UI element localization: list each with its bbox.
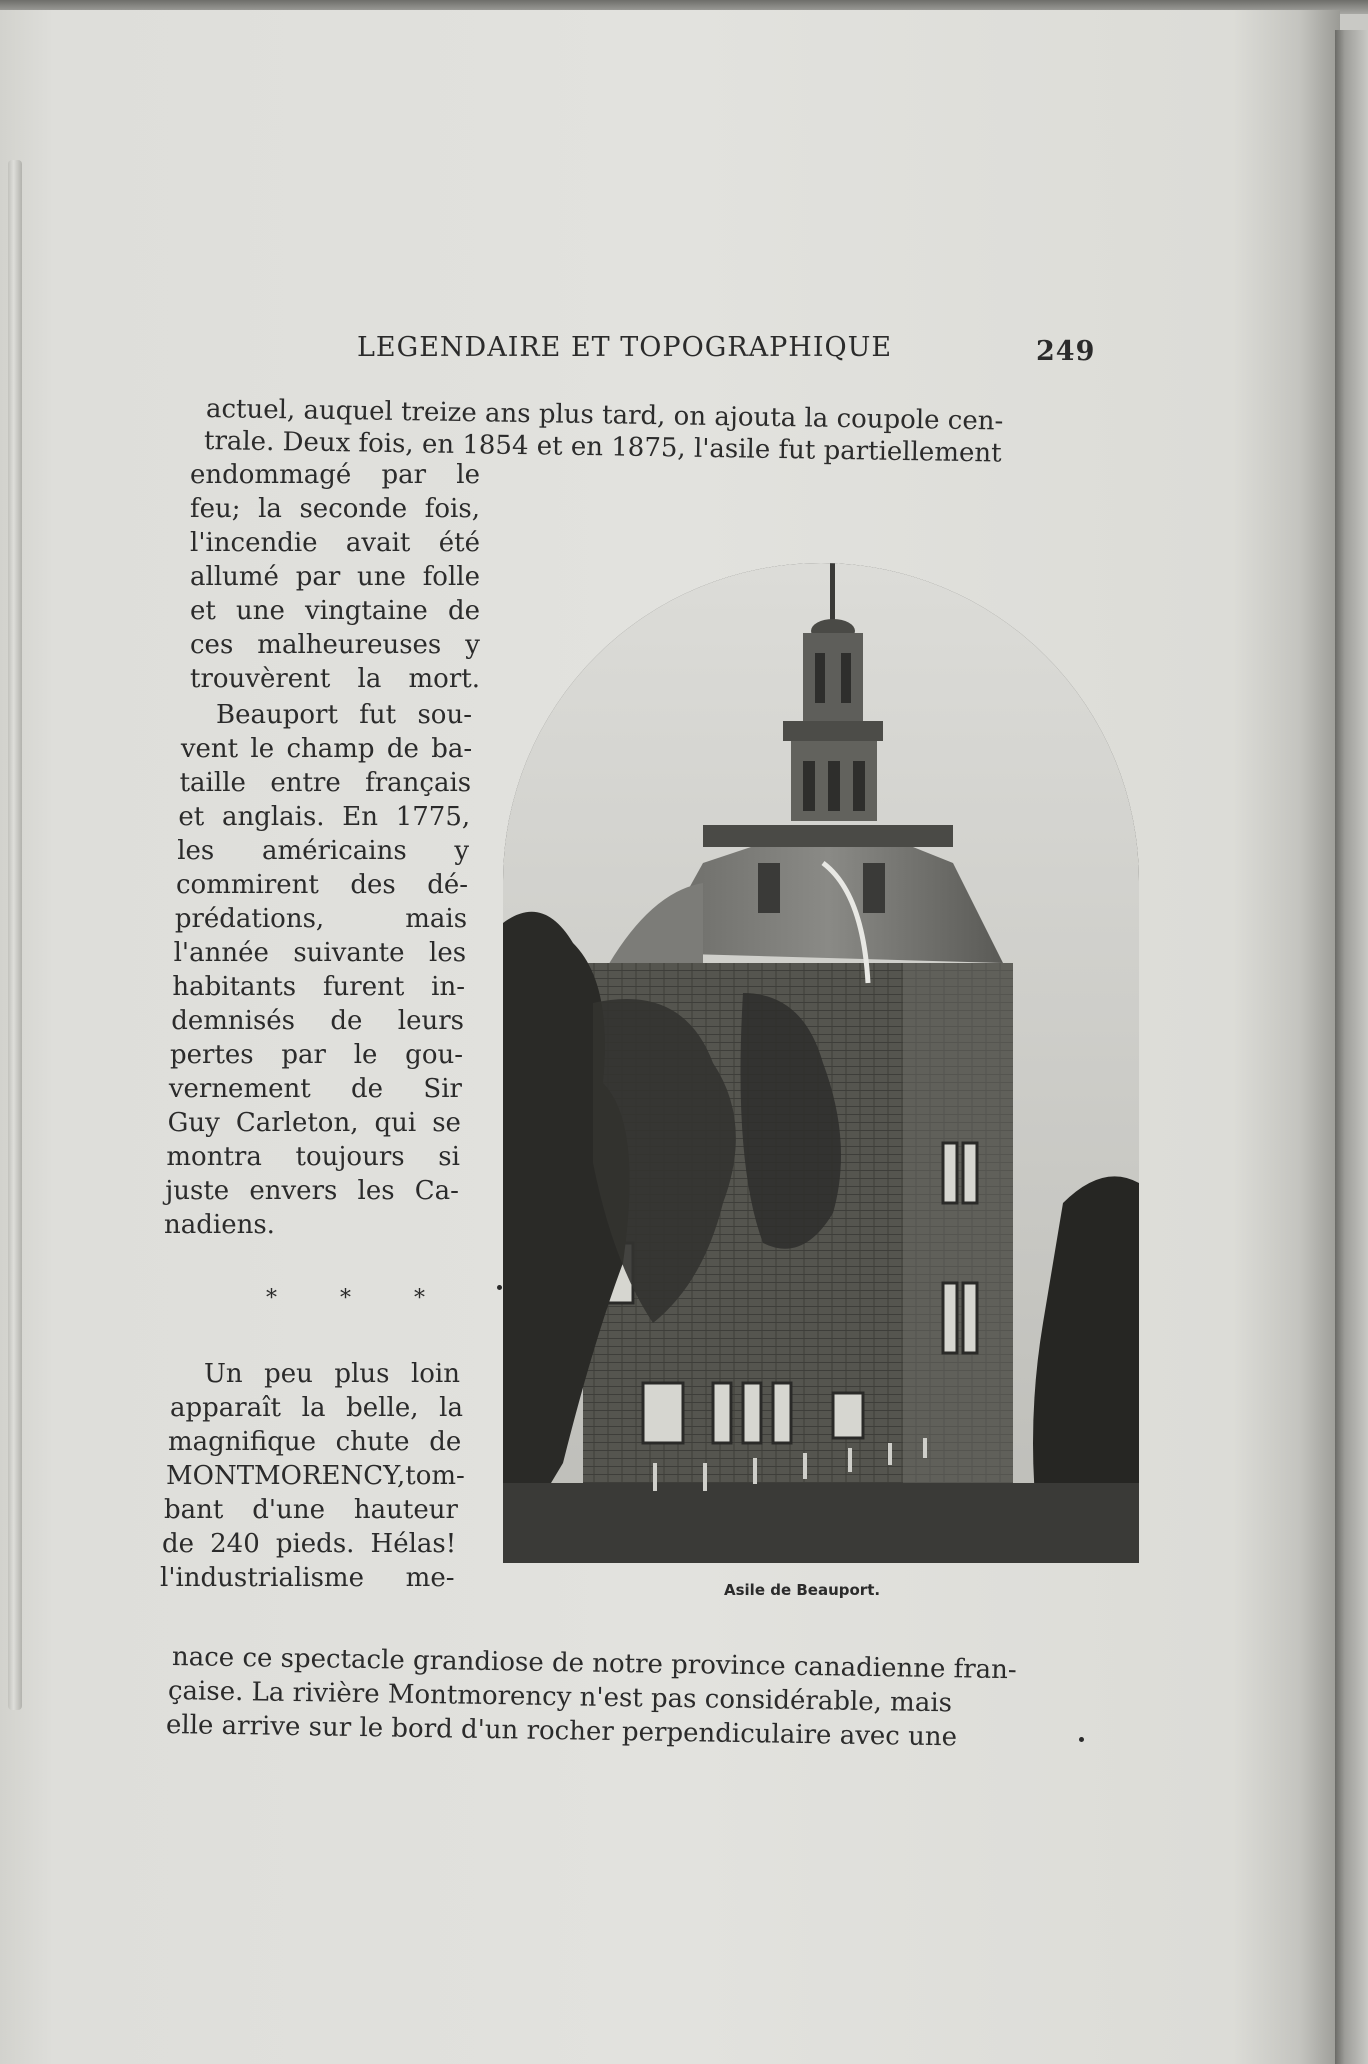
body-line-bottom-3: elle arrive sur le bord d'un rocher perpendiculaire avec une [165, 1710, 958, 1753]
word: anglais. [221, 802, 325, 832]
word: magnifique [168, 1427, 316, 1457]
word: prédations, [174, 904, 325, 934]
word: Hélas! [370, 1529, 457, 1559]
word: sou- [417, 700, 472, 730]
left-column-line [160, 1561, 455, 1595]
word: l'année [173, 938, 269, 968]
left-column-line [162, 1527, 456, 1561]
word: fut [359, 700, 397, 730]
word: juste [165, 1176, 230, 1206]
word: de [162, 1529, 195, 1559]
left-column-line [182, 698, 472, 732]
word: commirent [176, 870, 319, 900]
word: folle [422, 562, 480, 592]
word: les [357, 1176, 395, 1206]
word: la [439, 1393, 463, 1423]
word: envers [249, 1176, 338, 1206]
left-column-line [170, 1391, 463, 1425]
word: y [454, 836, 470, 866]
word: belle, [346, 1393, 419, 1423]
left-column-line [171, 1004, 464, 1038]
word: les [177, 836, 215, 866]
word: trouvèrent [190, 664, 331, 694]
word: leurs [397, 1006, 464, 1036]
stray-mark [497, 1285, 502, 1290]
word: avait [345, 528, 411, 558]
left-column-line [170, 1038, 463, 1072]
word: suivante [293, 938, 405, 968]
word: allumé [190, 562, 279, 592]
left-column-line [174, 936, 466, 970]
word: de [386, 734, 419, 764]
left-column-line [170, 1357, 460, 1391]
left-column-line [169, 1072, 462, 1106]
left-column-line [164, 1493, 458, 1527]
figure-caption: Asile de Beauport. [724, 1581, 881, 1599]
word: par [295, 562, 341, 592]
left-column-line [165, 1174, 459, 1208]
word: nadiens. [164, 1210, 275, 1240]
word: apparaît [170, 1393, 281, 1423]
word: MONTMORENCY, [166, 1461, 406, 1491]
word: entre [270, 768, 341, 798]
word: Sir [423, 1074, 462, 1104]
word: ces [190, 630, 234, 660]
word: de [330, 1006, 363, 1036]
word: et [190, 596, 216, 626]
stray-mark [1079, 1737, 1084, 1742]
word: de [447, 596, 480, 626]
word: qui [374, 1108, 417, 1138]
body-line-bottom-2: çaise. La rivière Montmorency n'est pas considérable, mais [167, 1676, 953, 1719]
word: plus [334, 1359, 390, 1389]
left-column-line [190, 594, 480, 628]
word: tom- [405, 1461, 465, 1491]
word: 1775, [395, 802, 471, 832]
word: feu; [190, 494, 241, 524]
word: si [438, 1142, 460, 1172]
word: et [178, 802, 205, 832]
word: français [365, 768, 472, 798]
running-title: LEGENDAIRE ET TOPOGRAPHIQUE [357, 332, 893, 363]
left-column-line [168, 1425, 461, 1459]
word: le [353, 1040, 378, 1070]
word: été [438, 528, 480, 558]
word: demnisés [171, 1006, 296, 1036]
word: par [381, 460, 427, 490]
page-number: 249 [1036, 336, 1096, 367]
word: peu [264, 1359, 313, 1389]
left-column-line [177, 834, 469, 868]
word: mort. [408, 664, 480, 694]
word: le [456, 460, 480, 490]
word: Carleton, [235, 1108, 359, 1138]
word: Ca- [414, 1176, 459, 1206]
word: pieds. [275, 1529, 355, 1559]
word: En [342, 802, 378, 832]
word: seconde [299, 494, 408, 524]
word: des [350, 870, 396, 900]
word: loin [410, 1359, 460, 1389]
left-column-line [176, 868, 468, 902]
word: une [235, 596, 285, 626]
word: par [281, 1040, 326, 1070]
word: l'incendie [190, 528, 318, 558]
left-column-line [168, 1106, 461, 1140]
page-right-shadow [1335, 30, 1368, 2064]
body-line-2: trale. Deux fois, en 1854 et en 1875, l'asile fut partiellement [203, 426, 1002, 469]
word: se [432, 1108, 461, 1138]
word: gou- [405, 1040, 463, 1070]
word: hauteur [353, 1495, 458, 1525]
word: Un [204, 1359, 243, 1389]
word: taille [179, 768, 246, 798]
word: la [357, 664, 382, 694]
word: champ [286, 734, 375, 764]
word: dé- [427, 870, 469, 900]
word: Beauport [216, 700, 338, 730]
left-column-line [180, 766, 472, 800]
left-column-line [166, 1140, 460, 1174]
word: d'une [252, 1495, 325, 1525]
word: chute [335, 1427, 410, 1457]
left-column-line [175, 902, 467, 936]
word: bant [164, 1495, 224, 1525]
word: furent [322, 972, 405, 1002]
word: la [301, 1393, 326, 1423]
word: toujours [295, 1142, 405, 1172]
binding-edge [8, 160, 22, 1710]
body-line-bottom-1: nace ce spectacle grandiose de notre province canadienne fran- [171, 1642, 1017, 1686]
left-column-line [190, 526, 480, 560]
word: malheureuses [257, 630, 442, 660]
word: montra [166, 1142, 262, 1172]
left-column-line [190, 492, 480, 526]
left-column-line [190, 458, 480, 492]
section-separator: * * * [266, 1286, 453, 1311]
word: in- [431, 972, 466, 1002]
left-column-line [172, 970, 465, 1004]
word: vingtaine [305, 596, 428, 626]
left-column-line [190, 628, 480, 662]
word: l'industrialisme [160, 1563, 364, 1593]
word: habitants [172, 972, 297, 1002]
word: les [429, 938, 467, 968]
left-column-line [190, 560, 480, 594]
word: vernement [168, 1074, 311, 1104]
word: vent [180, 734, 239, 764]
word: mais [405, 904, 468, 934]
left-column-line [178, 800, 470, 834]
word: 240 [210, 1529, 260, 1559]
word: de [429, 1427, 462, 1457]
word: de [351, 1074, 384, 1104]
word: endommagé [190, 460, 352, 490]
word: ba- [431, 734, 473, 764]
left-column-line [166, 1459, 465, 1493]
photo-asile-de-beauport [503, 563, 1139, 1563]
word: fois, [424, 494, 480, 524]
word: y [465, 630, 480, 660]
word: une [357, 562, 406, 592]
word: la [258, 494, 282, 524]
word: américains [261, 836, 407, 866]
left-column-line [164, 1208, 458, 1242]
building-photograph [503, 563, 1139, 1563]
body-line-1: actuel, auquel treize ans plus tard, on ajouta la coupole cen- [205, 394, 1004, 437]
word: Guy [167, 1108, 220, 1138]
left-column-line [190, 662, 480, 696]
word: pertes [170, 1040, 254, 1070]
word: le [250, 734, 275, 764]
word: me- [405, 1563, 455, 1593]
left-column-line [181, 732, 472, 766]
